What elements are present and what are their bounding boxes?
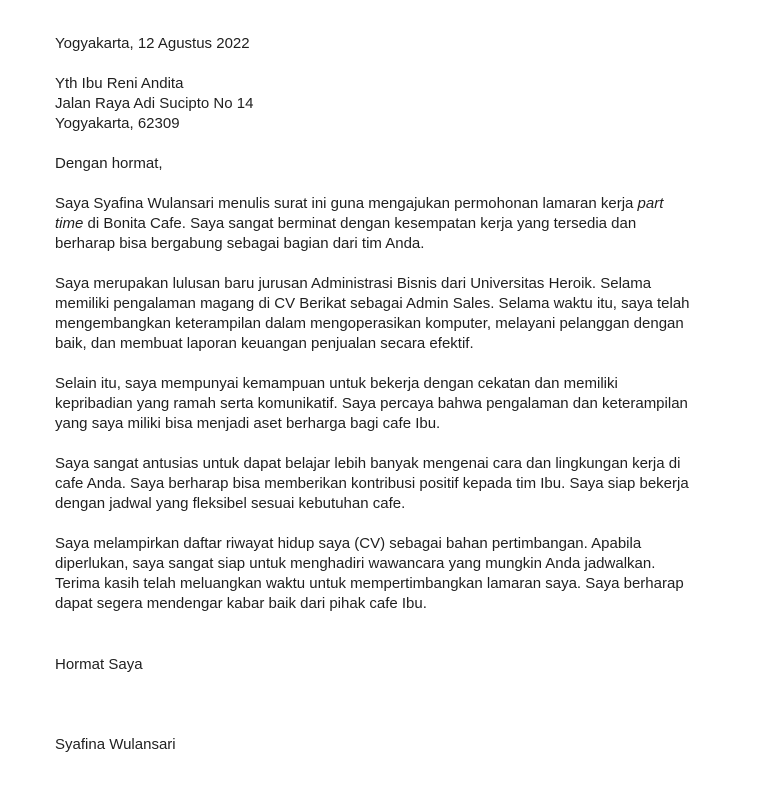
- paragraph-line: Saya Syafina Wulansari menulis surat ini guna mengajukan permohonan lamaran kerja part: [55, 195, 664, 212]
- paragraph-line: Selain itu, saya mempunyai kemampuan untuk bekerja dengan cekatan dan memiliki: [55, 375, 618, 392]
- closing-salutation: Hormat Saya: [55, 656, 143, 673]
- paragraph-line: time di Bonita Cafe. Saya sangat berminat dengan kesempatan kerja yang tersedia dan: [55, 215, 637, 232]
- recipient-name: Yth Ibu Reni Andita: [55, 75, 184, 92]
- recipient-city: Yogyakarta, 62309: [55, 115, 180, 132]
- greeting: Dengan hormat,: [55, 155, 163, 172]
- paragraph-line: cafe Anda. Saya berharap bisa memberikan kontribusi positif kepada tim Ibu. Saya siap bekerja: [55, 475, 689, 492]
- recipient-street: Jalan Raya Adi Sucipto No 14: [55, 95, 254, 112]
- letter-date: Yogyakarta, 12 Agustus 2022: [55, 35, 250, 52]
- paragraph-line: Saya sangat antusias untuk dapat belajar lebih banyak mengenai cara dan lingkungan kerja di: [55, 455, 681, 472]
- paragraph-line: Saya melampirkan daftar riwayat hidup saya (CV) sebagai bahan pertimbangan. Apabila: [55, 535, 642, 552]
- paragraph-enthusiasm: [55, 454, 715, 514]
- paragraph-line: memiliki pengalaman magang di CV Berikat sebagai Admin Sales. Selama waktu itu, saya telah: [55, 295, 690, 312]
- paragraph-line: dapat segera mendengar kabar baik dari pihak cafe Ibu.: [55, 595, 427, 612]
- paragraph-line: baik, dan membuat laporan keuangan penjualan secara efektif.: [55, 335, 474, 352]
- paragraph-line: Saya merupakan lulusan baru jurusan Administrasi Bisnis dari Universitas Heroik. Selama: [55, 275, 652, 292]
- paragraph-line: dengan jadwal yang fleksibel sesuai kebutuhan cafe.: [55, 495, 406, 512]
- paragraph-line: kepribadian yang ramah serta komunikatif. Saya percaya bahwa pengalaman dan keterampilan: [55, 395, 688, 412]
- paragraph-line: yang saya miliki bisa menjadi aset berharga bagi cafe Ibu.: [55, 415, 441, 432]
- paragraph-line: diperlukan, saya sangat siap untuk menghadiri wawancara yang mungkin Anda jadwalkan.: [55, 555, 656, 572]
- paragraph-line: Terima kasih telah meluangkan waktu untuk mempertimbangkan lamaran saya. Saya berharap: [55, 575, 684, 592]
- paragraph-skills: [55, 374, 715, 434]
- letter-body: [55, 34, 715, 614]
- signature-name: Syafina Wulansari: [55, 736, 176, 753]
- paragraph-intro: [55, 194, 715, 254]
- paragraph-line: berharap bisa bergabung sebagai bagian dari tim Anda.: [55, 235, 425, 252]
- paragraph-line: mengembangkan keterampilan dalam mengoperasikan komputer, melayani pelanggan dengan: [55, 315, 684, 332]
- paragraph-closing: [55, 534, 715, 614]
- paragraph-education: [55, 274, 715, 354]
- recipient-block: [55, 74, 715, 134]
